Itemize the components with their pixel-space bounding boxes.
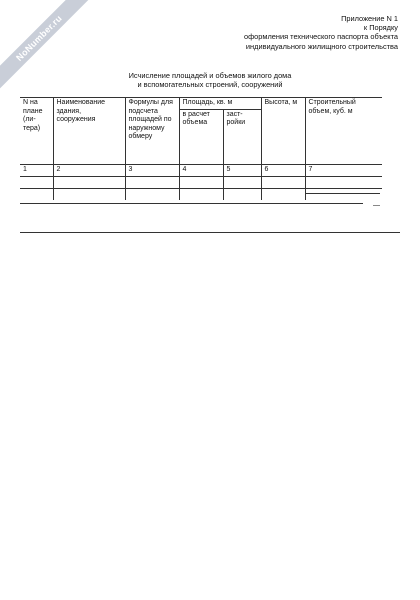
column-number: 4: [179, 164, 223, 176]
section-rule: [20, 232, 400, 233]
table-bottom-rule: [20, 203, 363, 204]
document-title: [20, 71, 400, 89]
col-header-formulas: Формулы для подсчета площадей по наружному обмеру: [125, 98, 179, 165]
area-volume-table: [20, 97, 382, 200]
header-line: оформления технического паспорта объекта: [243, 32, 398, 42]
col-header-height: Высота, м: [261, 98, 305, 165]
title-line: и вспомогательных строений, сооружений: [137, 80, 283, 90]
column-number: 5: [223, 164, 261, 176]
col-header-volume: Строительный объем, куб. м: [305, 98, 382, 165]
volume-subtotal-rule: [306, 193, 380, 194]
header-line: Приложение N 1: [341, 14, 398, 23]
title-line: Исчисление площадей и объемов жилого дома: [128, 71, 292, 80]
trailing-dash: —: [373, 202, 380, 209]
col-header-area-calc: в расчет объема: [179, 109, 223, 164]
col-header-name: Наименование здания, сооружения: [53, 98, 125, 165]
col-header-plan-no: N на плане (ли-тера): [20, 98, 53, 165]
watermark-ribbon: NoNumber.ru: [0, 0, 91, 90]
col-header-area-built: заст-ройки: [223, 109, 261, 164]
appendix-header: [244, 14, 398, 51]
table-row: [20, 176, 382, 188]
column-number: 2: [53, 164, 125, 176]
col-header-area: Площадь, кв. м: [179, 98, 261, 110]
column-number: 1: [20, 164, 53, 176]
header-line: к Порядку: [363, 23, 398, 33]
column-number: 3: [125, 164, 179, 176]
header-line: индивидуального жилищного строительства: [245, 41, 398, 51]
column-number: 6: [261, 164, 305, 176]
column-number: 7: [305, 164, 382, 176]
